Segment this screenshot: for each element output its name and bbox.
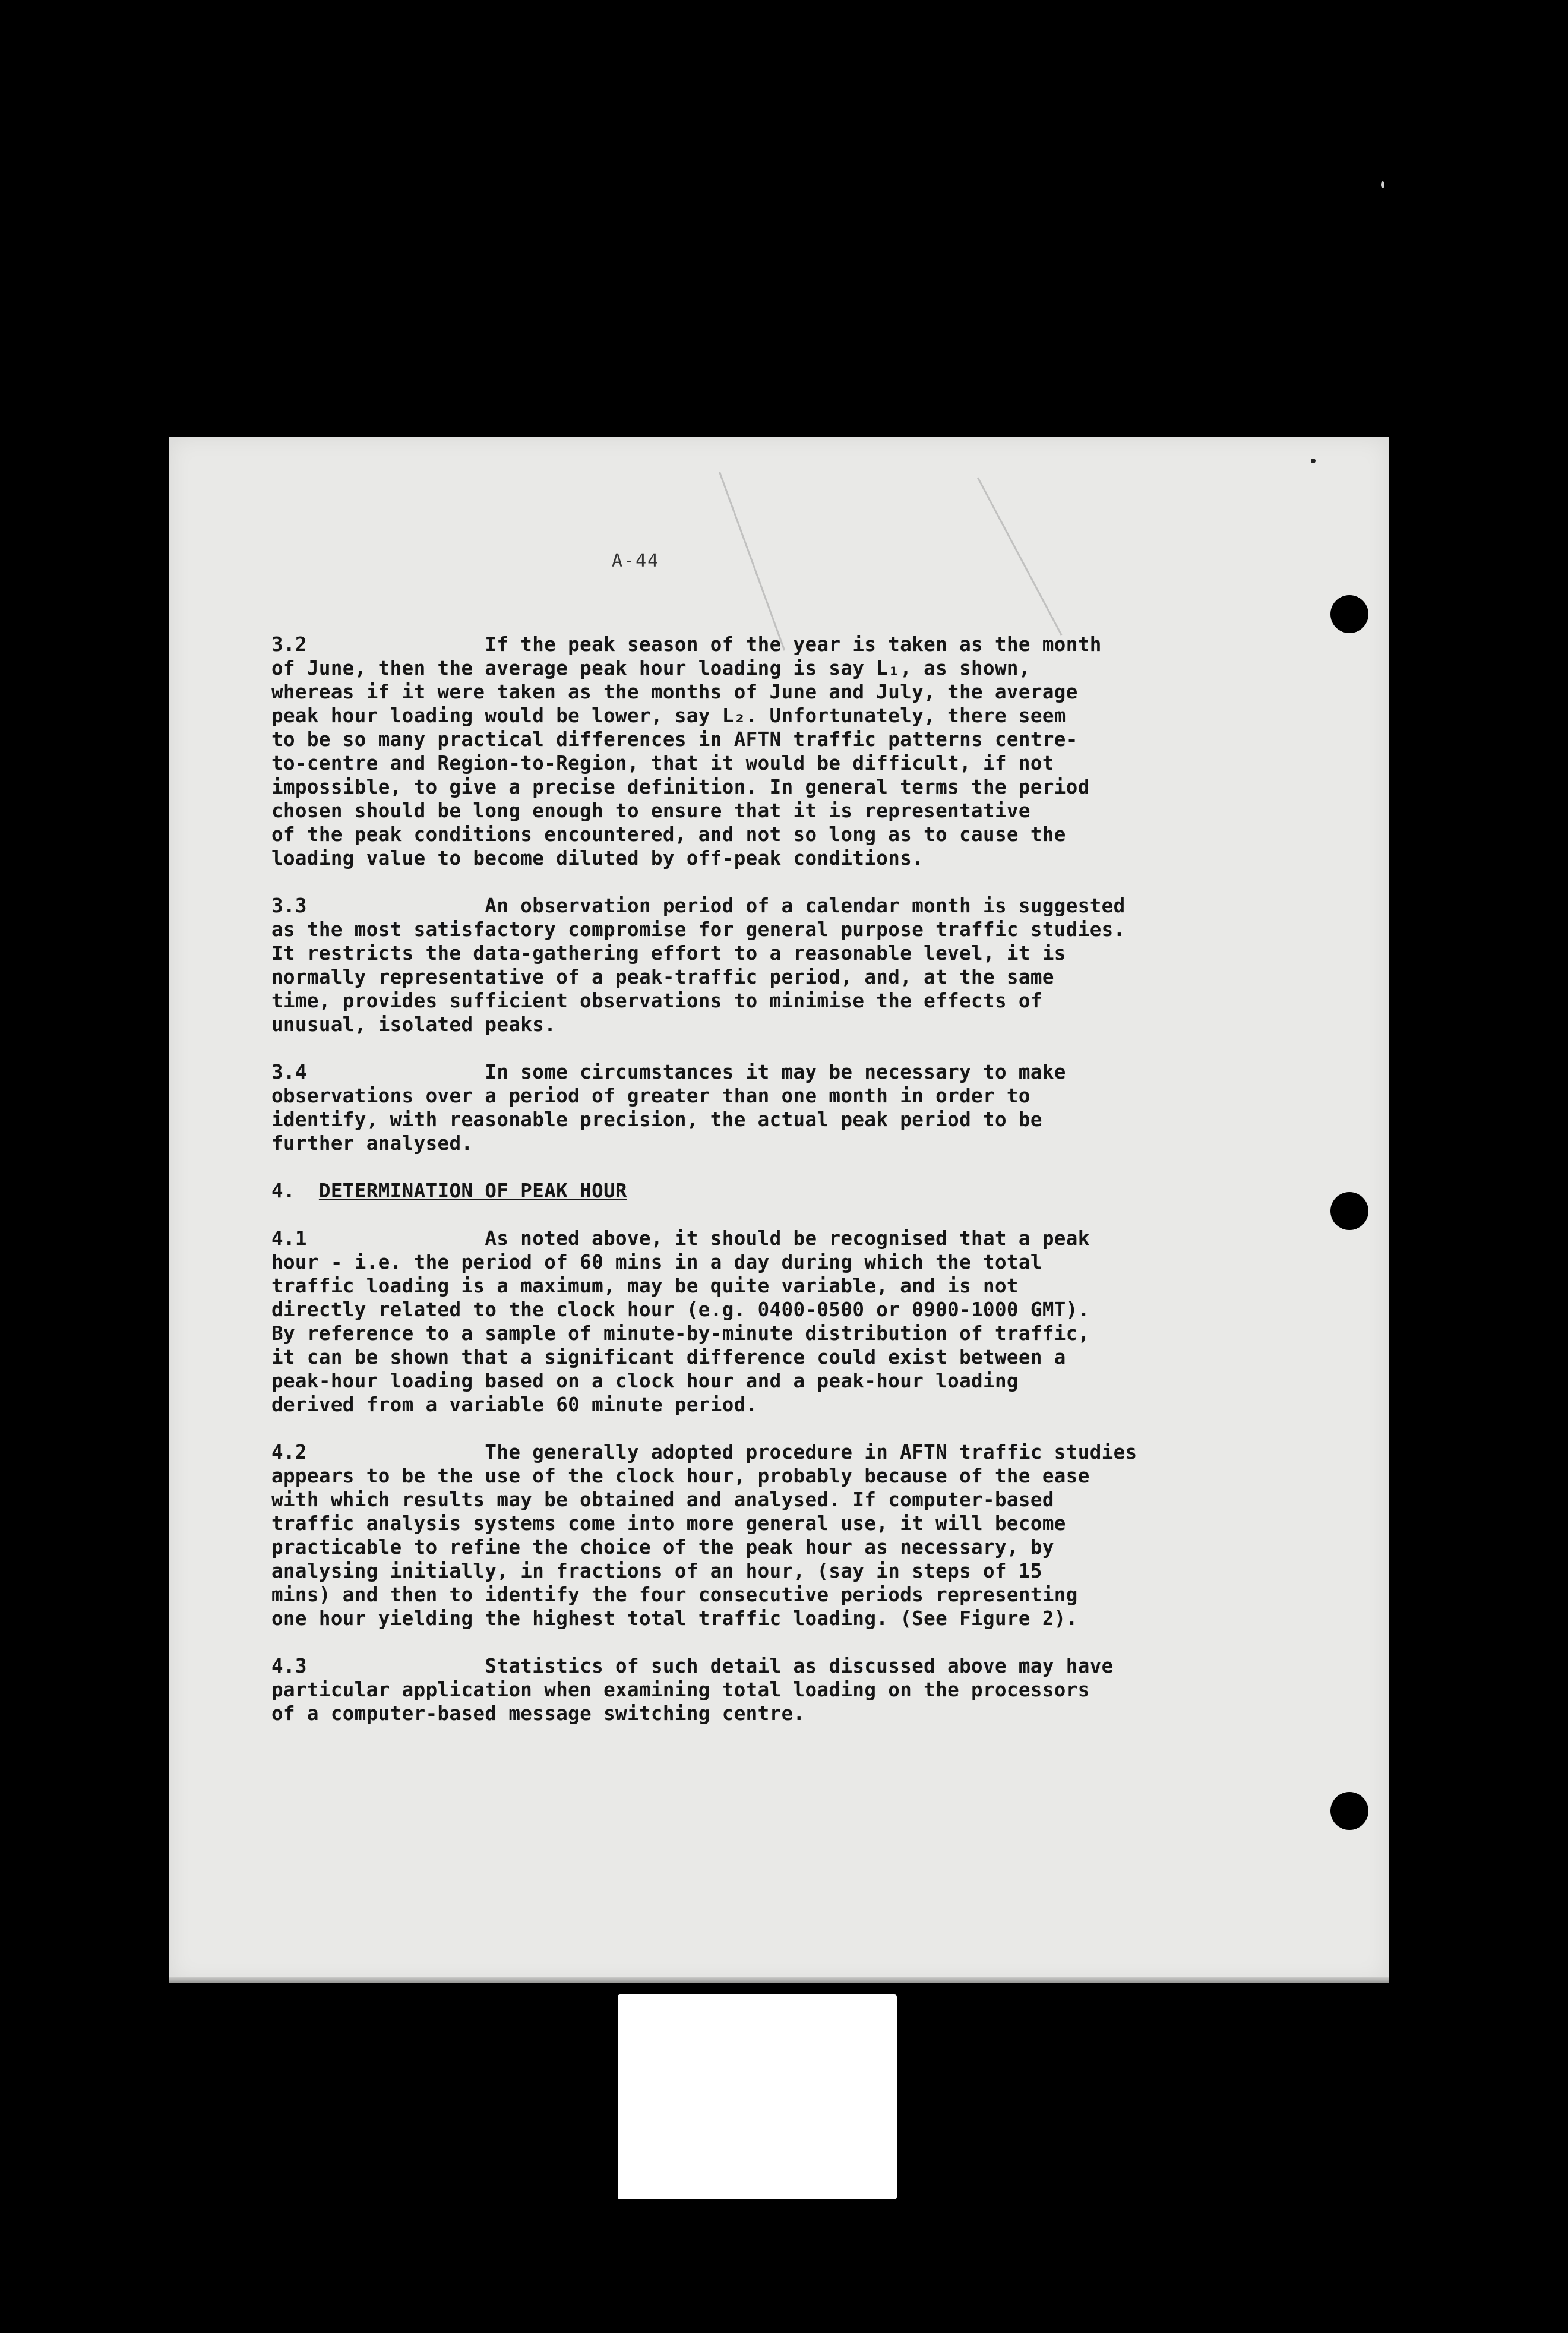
- section-heading: [271, 1179, 1293, 1203]
- paragraph-3-4: [271, 1060, 1293, 1155]
- paragraph-text: If the peak season of the year is taken as the month of June, then the average peak hour loading is say L₁, as shown, whereas if it were taken as the months of June and July, the average peak hour loading would be lower, say L₂. Unfortunately, there seem to be so many practical differences in AFTN traffic patterns centre- to-centre and Region-to-Region, that it would be difficult, if not impossible, to give a precise definition. In general terms the period chosen should be long enough to ensure that it is representative of the peak conditions encountered, and not so long as to cause the loading value to become diluted by off-peak conditions.: [271, 633, 1102, 870]
- section-number: 4.: [271, 1180, 295, 1202]
- paragraph-number: 4.1: [271, 1227, 307, 1250]
- paragraph-number: 3.2: [271, 633, 307, 656]
- page-edge: [169, 1977, 1389, 1983]
- punch-hole: [1330, 595, 1368, 633]
- paragraph-text: As noted above, it should be recognised that a peak hour - i.e. the period of 60 mins in a day during which the total traffic loading is a maximum, may be quite variable, and is not directly related to the clock hour (e.g. 0400-0500 or 0900-1000 GMT). By reference to a sample of minute-by-minute distribution of traffic, it can be shown that a significant difference could exist between a peak-hour loading based on a clock hour and a peak-hour loading derived from a variable 60 minute period.: [271, 1227, 1090, 1416]
- paragraph-text: Statistics of such detail as discussed above may have particular application when examining total loading on the processors of a computer-based message switching centre.: [271, 1655, 1114, 1725]
- paragraph-number: 3.3: [271, 894, 307, 917]
- microfilm-target-card: [618, 1994, 897, 2199]
- paragraph-number: 3.4: [271, 1061, 307, 1083]
- punch-hole: [1330, 1192, 1368, 1230]
- paragraph-3-3: [271, 894, 1293, 1036]
- paragraph-text: The generally adopted procedure in AFTN traffic studies appears to be the use of the clock hour, probably because of the ease with which results may be obtained and analysed. If computer-based traffic analysis systems come into more general use, it will become practicable to refine the choice of the peak hour as necessary, by analysing initially, in fractions of an hour, (say in steps of 15 mins) and then to identify the four consecutive periods representing one hour yielding the highest total traffic loading. (See Figure 2).: [271, 1441, 1137, 1630]
- paragraph-text: An observation period of a calendar month is suggested as the most satisfactory compromise for general purpose traffic studies. It restricts the data-gathering effort to a reasonable level, it is normally representative of a peak-traffic period, and, at the same time, provides sufficient observations to minimise the effects of unusual, isolated peaks.: [271, 894, 1126, 1036]
- paragraph-number: 4.3: [271, 1655, 307, 1677]
- paragraph-number: 4.2: [271, 1441, 307, 1463]
- film-speck: [1311, 459, 1316, 463]
- punch-hole: [1330, 1792, 1368, 1830]
- page-number: A-44: [612, 551, 660, 571]
- paper-crease: [977, 478, 1062, 636]
- document-page: [169, 437, 1389, 1983]
- paragraph-3-2: [271, 633, 1293, 870]
- paragraph-4-2: [271, 1440, 1293, 1630]
- paragraph-4-3: [271, 1654, 1293, 1725]
- paragraph-4-1: [271, 1226, 1293, 1417]
- film-speck: [1381, 181, 1384, 188]
- paragraph-text: In some circumstances it may be necessary to make observations over a period of greater than one month in order to identify, with reasonable precision, the actual peak period to be further analysed.: [271, 1061, 1066, 1155]
- paper-crease: [719, 472, 785, 651]
- section-title: DETERMINATION OF PEAK HOUR: [318, 1180, 628, 1202]
- body-text: [271, 633, 1293, 1749]
